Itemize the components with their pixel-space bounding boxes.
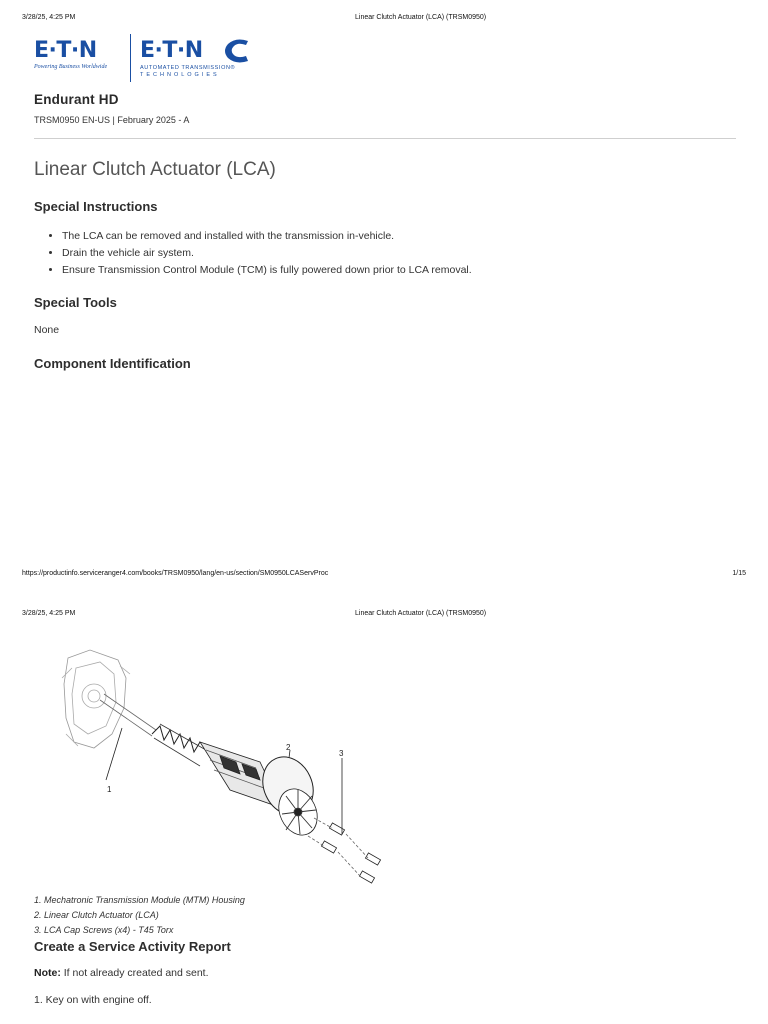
callout-2: 2: [286, 743, 291, 752]
product-name: Endurant HD: [34, 92, 119, 107]
print-header: [22, 14, 746, 26]
eaton-wordmark-2: E·T·N: [140, 38, 203, 63]
special-tools-heading: Special Tools: [34, 295, 117, 310]
list-item: • Ensure Transmission Control Module (TCM) is fully powered down prior to LCA removal.: [62, 262, 472, 279]
print-doc-title: Linear Clutch Actuator (LCA) (TRSM0950): [355, 14, 487, 21]
figure-captions: [34, 893, 245, 938]
print-doc-title: Linear Clutch Actuator (LCA) (TRSM0950): [355, 610, 487, 617]
logo-divider: [130, 34, 131, 82]
note-text: If not already created and sent.: [60, 967, 209, 979]
eaton-tagline: Powering Business Worldwide: [34, 64, 108, 70]
print-url: https://productinfo.serviceranger4.com/books/TRSM0950/lang/en-us/section/SM0950LCAServProc: [22, 570, 329, 577]
eaton-wordmark: E·T·N: [34, 38, 97, 63]
cummins-c-icon: [222, 38, 252, 64]
amt-line-1: AUTOMATED TRANSMISSION®: [140, 65, 236, 71]
print-timestamp: 3/28/25, 4:25 PM: [22, 610, 76, 617]
amt-line-2: TECHNOLOGIES: [140, 72, 220, 78]
doc-info: TRSM0950 EN-US | February 2025 - A: [34, 115, 190, 125]
header-divider: [34, 138, 736, 139]
lca-component-illustration: [60, 638, 400, 890]
note: [34, 967, 209, 979]
step-1: 1. Key on with engine off.: [34, 994, 152, 1006]
note-label: Note:: [34, 967, 61, 979]
caption-item: 2. Linear Clutch Actuator (LCA): [34, 910, 159, 920]
caption-item: 1. Mechatronic Transmission Module (MTM) Housing: [34, 895, 245, 905]
special-tools-value: None: [34, 324, 60, 336]
list-item: • The LCA can be removed and installed with the transmission in-vehicle.: [62, 228, 472, 245]
print-footer: [22, 570, 746, 582]
eaton-cummins-logo: [140, 40, 235, 79]
print-page-number: 1/15: [732, 570, 746, 577]
list-item: • Drain the vehicle air system.: [62, 245, 472, 262]
print-timestamp: 3/28/25, 4:25 PM: [22, 14, 76, 21]
print-header-2: [22, 610, 746, 622]
caption-item: 3. LCA Cap Screws (x4) - T45 Torx: [34, 925, 174, 935]
special-instructions-list: [34, 228, 472, 279]
special-instructions-heading: Special Instructions: [34, 199, 158, 214]
service-activity-report-heading: Create a Service Activity Report: [34, 939, 231, 954]
callout-3: 3: [339, 749, 344, 758]
page-title: Linear Clutch Actuator (LCA): [34, 159, 276, 180]
eaton-logo: [34, 40, 107, 70]
callout-1: 1: [107, 785, 112, 794]
component-identification-heading: Component Identification: [34, 356, 191, 371]
brand-logos: [34, 34, 264, 84]
